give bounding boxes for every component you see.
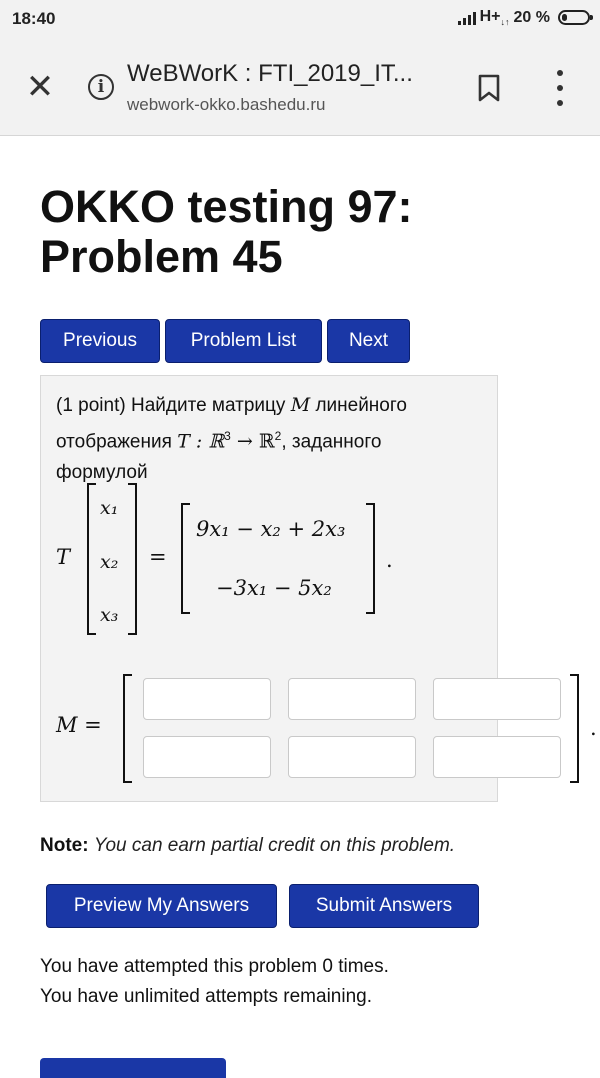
preview-answers-button[interactable]: Preview My Answers bbox=[46, 884, 277, 928]
answer-input-1-3[interactable] bbox=[433, 678, 561, 720]
equals-sign: = bbox=[149, 545, 167, 569]
battery-icon bbox=[558, 10, 590, 25]
next-button[interactable]: Next bbox=[327, 319, 410, 363]
answer-input-1-2[interactable] bbox=[288, 678, 416, 720]
info-icon[interactable]: i bbox=[88, 74, 114, 100]
result-row-1: 9x₁ − x₂ + 2x₃ bbox=[196, 517, 346, 541]
more-menu-icon[interactable] bbox=[552, 70, 568, 106]
close-icon[interactable]: ✕ bbox=[25, 68, 55, 106]
answer-bracket-left bbox=[122, 674, 134, 783]
answer-input-2-1[interactable] bbox=[143, 736, 271, 778]
submit-answers-button[interactable]: Submit Answers bbox=[289, 884, 479, 928]
page-url: webwork-okko.bashedu.ru bbox=[127, 95, 326, 114]
vector-entry: x₂ bbox=[100, 551, 119, 573]
problem-heading: OKKO testing 97: Problem 45 bbox=[40, 181, 413, 282]
result-bracket-left bbox=[180, 503, 192, 614]
vector-bracket-right bbox=[126, 483, 138, 635]
answer-period: . bbox=[590, 716, 597, 740]
signal-icon bbox=[458, 11, 476, 25]
answer-input-1-1[interactable] bbox=[143, 678, 271, 720]
battery-percent: 20 % bbox=[513, 8, 550, 26]
browser-toolbar bbox=[0, 40, 600, 136]
status-time: 18:40 bbox=[12, 9, 56, 28]
answer-bracket-right bbox=[568, 674, 580, 783]
network-type: $H+_{↓↑}$ bbox=[479, 8, 510, 28]
page-title: WeBWorK : FTI_2019_IT... bbox=[127, 60, 413, 87]
vector-bracket-left bbox=[86, 483, 98, 635]
problem-list-button[interactable]: Problem List bbox=[165, 319, 322, 363]
answer-input-2-3[interactable] bbox=[433, 736, 561, 778]
answer-input-2-2[interactable] bbox=[288, 736, 416, 778]
vector-entry: x₃ bbox=[100, 604, 119, 626]
status-bar bbox=[0, 0, 600, 40]
attempts-info: You have attempted this problem 0 times. You have unlimited attempts remaining. bbox=[40, 956, 389, 1007]
formula-period: . bbox=[386, 548, 393, 572]
answer-label: M = bbox=[56, 713, 102, 737]
result-bracket-right bbox=[364, 503, 376, 614]
previous-button[interactable]: Previous bbox=[40, 319, 160, 363]
problem-statement: (1 point) Найдите матрицу M линейного отображения T : ℝ$^3$ → ℝ$^2$, заданного формулой bbox=[56, 394, 407, 484]
result-row-2: −3x₁ − 5x₂ bbox=[216, 576, 332, 600]
partially-visible-button[interactable] bbox=[40, 1058, 226, 1078]
partial-credit-note: Note: You can earn partial credit on this problem. bbox=[40, 835, 456, 856]
vector-entry: x₁ bbox=[100, 497, 119, 519]
status-indicators bbox=[458, 8, 590, 27]
bookmark-icon[interactable] bbox=[478, 74, 500, 102]
operator-T: T bbox=[56, 545, 71, 569]
